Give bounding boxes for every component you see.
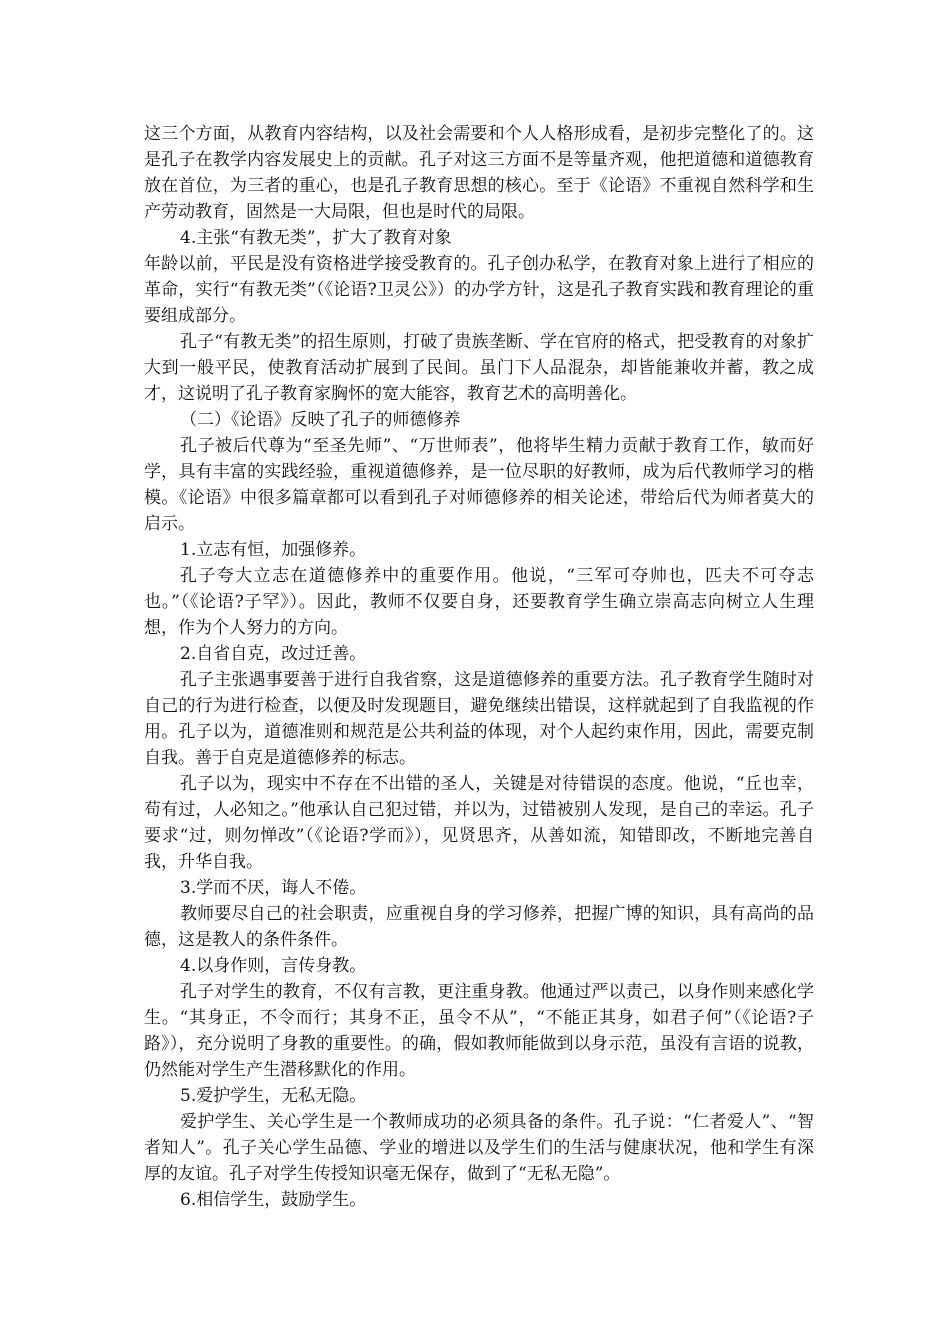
paragraph: 孔子被后代尊为“至圣先师”、“万世师表”，他将毕生精力贡献于教育工作，敏而好学，具有丰富的实践经验，重视道德修养，是一位尽职的好教师，成为后代教师学习的楷模。《论语》中很多篇章都可以看到孔子对师德修养的相关论述，带给后代为师者莫大的启示。 <box>144 436 814 534</box>
section-heading: 5.爱护学生，无私无隐。 <box>180 1086 367 1106</box>
section-heading: 3.学而不厌，诲人不倦。 <box>180 878 367 898</box>
section-heading: 4.主张“有教无类”，扩大了教育对象 <box>180 228 452 248</box>
paragraph: 孔子“有教无类”的招生原则，打破了贵族垄断、学在官府的格式，把受教育的对象扩大到一般平民，使教育活动扩展到了民间。虽门下人品混杂，却皆能兼收并蓄，教之成才，这说明了孔子教育家胸怀的宽大能容，教育艺术的高明善化。 <box>144 332 814 404</box>
document-page <box>144 121 814 1213</box>
paragraph: 孔子对学生的教育，不仅有言教，更注重身教。他通过严以责己，以身作则来感化学生。“其身正，不令而行；其身不正，虽令不从”，“不能正其身，如君子何”（《论语?子路》），充分说明了身教的重要性。的确，假如教师能做到以身示范，虽没有言语的说教，仍然能对学生产生潜移默化的作用。 <box>144 982 814 1080</box>
section-heading: （二）《论语》反映了孔子的师德修养 <box>180 410 461 430</box>
paragraph: 教师要尽自己的社会职责，应重视自身的学习修养，把握广博的知识，具有高尚的品德，这是教人的条件条件。 <box>144 904 814 950</box>
section-heading: 4.以身作则，言传身教。 <box>180 956 367 976</box>
paragraph: 这三个方面，从教育内容结构，以及社会需要和个人人格形成看，是初步完整化了的。这是孔子在教学内容发展史上的贡献。孔子对这三方面不是等量齐观，他把道德和道德教育放在首位，为三者的重心，也是孔子教育思想的核心。至于《论语》不重视自然科学和生产劳动教育，固然是一大局限，但也是时代的局限。 <box>144 124 814 222</box>
paragraph: 孔子主张遇事要善于进行自我省察，这是道德修养的重要方法。孔子教育学生随时对自己的行为进行检查，以便及时发现题目，避免继续出错误，这样就起到了自我监视的作用。孔子以为，道德准则和规范是公共利益的体现，对个人起约束作用，因此，需要克制自我。善于自克是道德修养的标志。 <box>144 670 814 768</box>
paragraph: 年龄以前，平民是没有资格进学接受教育的。孔子创办私学，在教育对象上进行了相应的革命，实行“有教无类”（《论语?卫灵公》）的办学方针，这是孔子教育实践和教育理论的重要组成部分。 <box>144 254 814 326</box>
section-heading: 1.立志有恒，加强修养。 <box>180 540 367 560</box>
paragraph: 爱护学生、关心学生是一个教师成功的必须具备的条件。孔子说：“仁者爱人”、“智者知人”。孔子关心学生品德、学业的增进以及学生们的生活与健康状况，他和学生有深厚的友谊。孔子对学生传授知识毫无保存，做到了“无私无隐”。 <box>144 1112 814 1184</box>
section-heading: 2.自省自克，改过迁善。 <box>180 644 367 664</box>
section-heading: 6.相信学生，鼓励学生。 <box>180 1190 367 1210</box>
paragraph: 孔子夸大立志在道德修养中的重要作用。他说，“三军可夺帅也，匹夫不可夺志也。”（《论语?子罕》）。因此，教师不仅要自身，还要教育学生确立崇高志向树立人生理想，作为个人努力的方向。 <box>144 566 814 638</box>
paragraph: 孔子以为，现实中不存在不出错的圣人，关键是对待错误的态度。他说，“丘也幸，苟有过，人必知之。”他承认自己犯过错，并以为，过错被别人发现，是自己的幸运。孔子要求“过，则勿惮改”（《论语?学而》），见贤思齐，从善如流，知错即改，不断地完善自我，升华自我。 <box>144 774 814 872</box>
